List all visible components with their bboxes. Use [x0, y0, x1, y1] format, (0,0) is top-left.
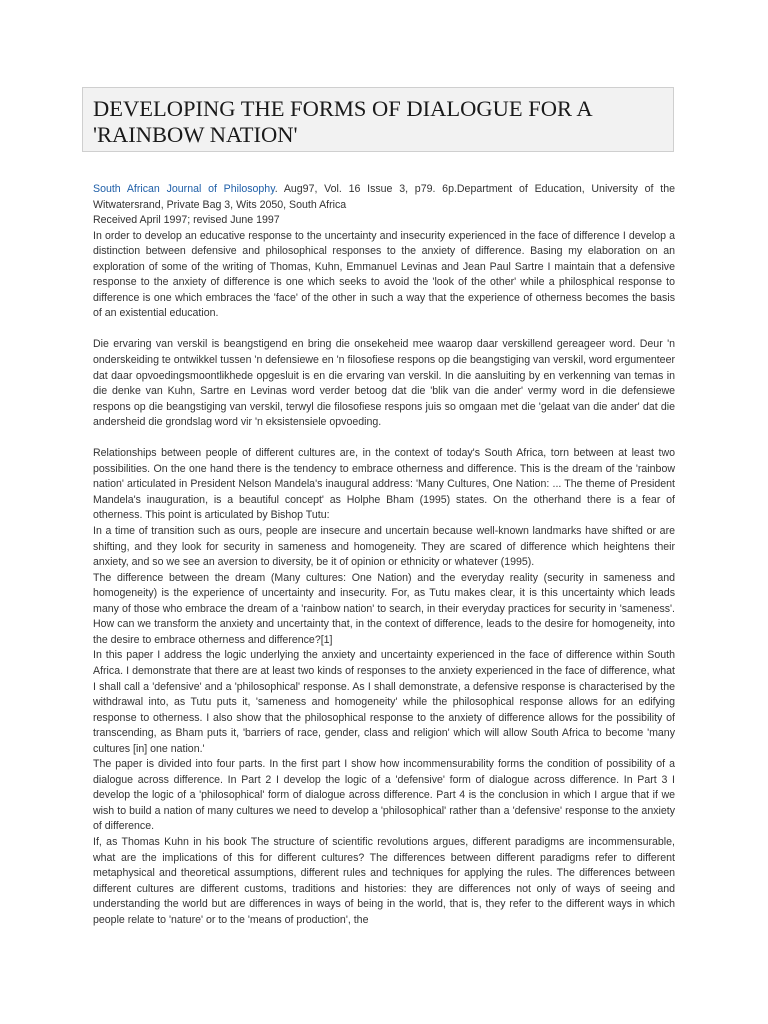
- body-paragraph: Relationships between people of different cultures are, in the context of today's South Africa, torn between at least two possibilities. On the one hand there is the tendency to embrace otherness and difference. This is the dream of the 'rainbow nation' articulated in President Nelson Mandela's inaugural address: 'Many Cultures, One Nation: ... The theme of President Mandela's inauguration, is a beautiful concept' as Holphe Bham (1995) states. On the otherhand there is a fear of otherness. This point is articulated by Bishop Tutu:: [93, 447, 675, 522]
- title-box: [82, 87, 674, 152]
- body-paragraph: In a time of transition such as ours, people are insecure and uncertain because well-known landmarks have shifted or are shifting, and they look for security in sameness and homogeneity. They are scared of difference which heightens their anxiety, and so we see an aversion to diversity, be it of opinion or ethnicity or whatever (1995).: [93, 525, 675, 569]
- body-paragraph: The paper is divided into four parts. In the first part I show how incommensurability forms the condition of possibility of a dialogue across difference. In Part 2 I develop the logic of a 'defensive' form of dialogue across difference. In Part 3 I develop the logic of a 'philosophical' form of dialogue across difference. Part 4 is the conclusion in which I argue that if we wish to build a nation of many cultures we need to develop a 'philosophical' rather than a 'defensive' response to the anxiety of difference.: [93, 758, 675, 833]
- abstract-afrikaans: Die ervaring van verskil is beangstigend en bring die onsekeheid mee waarop daar verskillend gereageer word. Deur 'n onderskeiding te ontwikkel tussen 'n defensiewe en 'n filosofiese respons op die beangstiging van verskil, word ergumenteer dat daar opvoedingsmoontlikhede opgesluit is en die ervaring van verskil. In die aansluiting by en verkenning van temas in die denke van Kuhn, Sartre en Levinas word verder betoog dat die 'blik van die ander' vermy word in die defensiewe respons op die beangstiging van verskil, terwyl die filosofiese respons juis so omgaan met die 'gelaat van die ander' dat die andersheid die grondslag word vir 'n eksistensiele opvoeding.: [93, 338, 675, 429]
- body-paragraph: In this paper I address the logic underlying the anxiety and uncertainty experienced in the face of difference within South Africa. I demonstrate that there are at least two kinds of responses to the anxiety experienced in the face of difference, what I shall call a 'defensive' and a 'philosophical' response. As I shall demonstrate, a defensive response is characterised by the withdrawal into, as Tutu puts it, 'sameness and homogeneity' while the philosophical response allows for an edifying response to otherness. I also show that the philosophical response to the anxiety of difference allows for the possibility of transcending, as Bham puts it, 'barriers of race, gender, class and religion' which will allow South Africa to become 'many cultures [in] one nation.': [93, 649, 675, 755]
- abstract-english: In order to develop an educative response to the uncertainty and insecurity experienced in the face of difference I develop a distinction between defensive and philosophical responses to the anxiety of difference. Basing my elaboration on an exploration of some of the writing of Thomas, Kuhn, Emmanuel Levinas and Jean Paul Sartre I maintain that a defensive response to the anxiety of difference is one which seeks to avoid the 'look of the other' while a philosphical response to difference is one which embraces the 'face' of the other in such a way that the experience of otherness becomes the basis of an existential education.: [93, 229, 675, 320]
- received-line: Received April 1997; revised June 1997: [93, 214, 280, 227]
- body-paragraph: If, as Thomas Kuhn in his book The structure of scientific revolutions argues, different paradigms are incommensurable, what are the implications of this for different cultures? The differences between different paradigms refer to different metaphysical and theoretical assumptions, different rules and techniques for applying the rules. The differences between different cultures are different customs, traditions and histories: they are differences not only of ways of seeing and understanding the world but are differences in ways of being in the world, that is, they refer to the different ways in which people relate to 'nature' or to the 'means of production', the: [93, 835, 675, 926]
- journal-link[interactable]: South African Journal of Philosophy: [93, 183, 275, 195]
- citation-details: . Aug97, Vol. 16 Issue 3, p79. 6p.Department of Education, University of the Witwatersrand, Private Bag 3, Wits 2050, South Africa: [93, 183, 675, 211]
- article-title: DEVELOPING THE FORMS OF DIALOGUE FOR A 'RAINBOW NATION': [93, 96, 592, 147]
- article-body: [93, 182, 675, 928]
- body-paragraph: The difference between the dream (Many cultures: One Nation) and the everyday reality (security in sameness and homogeneity) is the experience of uncertainty and insecurity. For, as Tutu makes clear, it is this uncertainty which leads many of those who embrace the dream of a 'rainbow nation' to search, in their everyday practices for security in 'sameness'. How can we transform the anxiety and uncertainty that, in the context of difference, leads to the desire for homogeneity, into the desire to embrace otherness and difference?[1]: [93, 571, 675, 646]
- citation-line: [93, 182, 675, 213]
